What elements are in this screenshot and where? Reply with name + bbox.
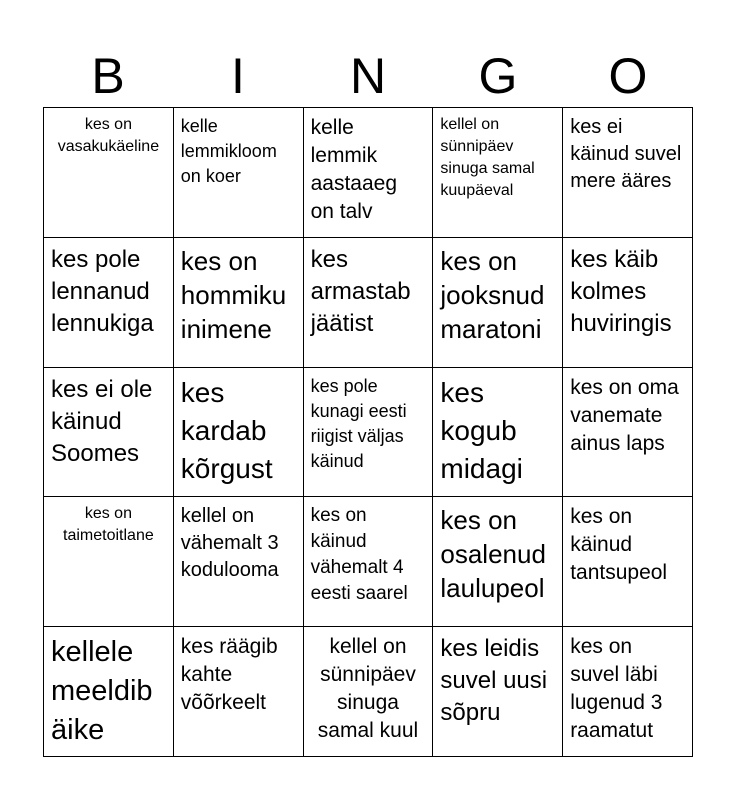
header-letter-g: G	[478, 48, 518, 104]
bingo-grid	[43, 107, 693, 757]
bingo-cell[interactable]: kes pole kunagi eesti riigist väljas käinud	[304, 368, 434, 498]
bingo-cell[interactable]: kellele meeldib äike	[44, 627, 174, 757]
bingo-cell[interactable]: kes on hommiku inimene	[174, 238, 304, 368]
bingo-cell[interactable]: kes on osalenud laulupeol	[433, 497, 563, 627]
bingo-cell[interactable]: kes on jooksnud maratoni	[433, 238, 563, 368]
bingo-cell[interactable]: kes on vasakukäeline	[44, 108, 174, 238]
bingo-cell[interactable]: kes on suvel läbi lugenud 3 raamatut	[563, 627, 693, 757]
bingo-cell[interactable]: kellel on vähemalt 3 kodulooma	[174, 497, 304, 627]
bingo-cell[interactable]: kellel on sünnipäev sinuga samal kuupäeval	[433, 108, 563, 238]
bingo-header	[43, 46, 693, 106]
bingo-cell[interactable]: kes armastab jäätist	[304, 238, 434, 368]
bingo-cell[interactable]: kes ei käinud suvel mere ääres	[563, 108, 693, 238]
header-letter-b: B	[91, 48, 125, 104]
bingo-cell[interactable]: kes leidis suvel uusi sõpru	[433, 627, 563, 757]
bingo-cell[interactable]: kes kogub midagi	[433, 368, 563, 498]
bingo-cell[interactable]: kes on käinud vähemalt 4 eesti saarel	[304, 497, 434, 627]
bingo-cell[interactable]: kellel on sünnipäev sinuga samal kuul	[304, 627, 434, 757]
bingo-cell[interactable]: kes kardab kõrgust	[174, 368, 304, 498]
header-letter-o: O	[608, 48, 648, 104]
header-letter-n: N	[349, 48, 387, 104]
bingo-cell[interactable]: kes on taimetoitlane	[44, 497, 174, 627]
bingo-cell[interactable]: kes pole lennanud lennukiga	[44, 238, 174, 368]
bingo-cell[interactable]: kes on käinud tantsupeol	[563, 497, 693, 627]
bingo-cell[interactable]: kes käib kolmes huviringis	[563, 238, 693, 368]
bingo-cell[interactable]: kelle lemmikloom on koer	[174, 108, 304, 238]
bingo-cell[interactable]: kes on oma vanemate ainus laps	[563, 368, 693, 498]
bingo-cell[interactable]: kes ei ole käinud Soomes	[44, 368, 174, 498]
bingo-cell[interactable]: kelle lemmik aastaaeg on talv	[304, 108, 434, 238]
bingo-cell[interactable]: kes räägib kahte võõrkeelt	[174, 627, 304, 757]
header-letter-i: I	[231, 48, 245, 104]
